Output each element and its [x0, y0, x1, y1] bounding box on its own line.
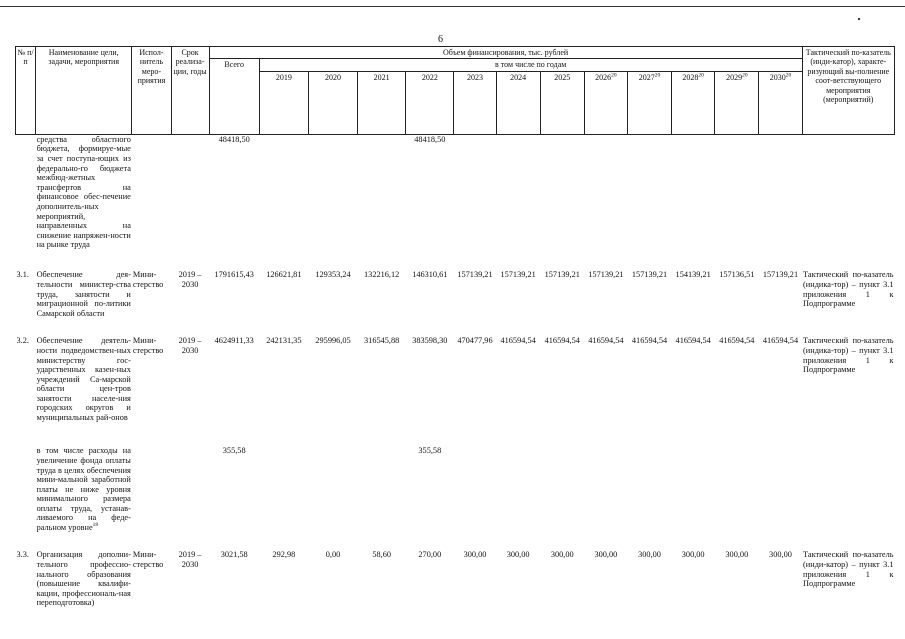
header-year-2019: 2019	[259, 71, 308, 134]
row-value-2026: 300,00	[594, 550, 618, 560]
header-year-2028: 2028$^{20}$	[672, 71, 715, 134]
table-row	[16, 446, 895, 550]
row-period: 2019 – 2030	[178, 336, 202, 355]
footnote-marker: 20	[654, 72, 661, 79]
row-period: 2019 – 2030	[178, 270, 202, 289]
row-value-2023: 300,00	[463, 550, 487, 560]
row-total: 4624911,33	[214, 336, 254, 346]
table-row	[16, 270, 895, 336]
row-value-2030: 300,00	[769, 550, 792, 560]
row-value-2022: 355,58	[418, 446, 442, 456]
footnote-marker: 20	[785, 72, 792, 79]
header-year-2024: 2024	[496, 71, 540, 134]
row-value-2023	[454, 134, 496, 270]
row-period	[171, 134, 209, 270]
header-period: Срок реализа-ции, годы	[171, 47, 209, 135]
row-executor: Мини-стерство	[132, 336, 164, 355]
row-value-2020: 0,00	[325, 550, 341, 560]
row-value-2024	[496, 446, 540, 550]
footnote-marker: 20	[698, 72, 704, 79]
row-value-2021: 58,60	[372, 550, 391, 560]
row-value-2020	[308, 446, 357, 550]
row-value-2020: 129353,24	[315, 270, 351, 280]
row-indicator	[802, 134, 894, 270]
financing-table	[15, 46, 895, 620]
row-value-2024	[496, 134, 540, 270]
row-number	[16, 134, 36, 270]
row-indicator: Тактический по-казатель (индика-тор) – пункт 3.1 приложения 1 к Подпрограмме	[803, 336, 894, 375]
header-indicator: Тактический по-казатель (инди-катор), характе-ризующий вы-полнение соот-ветствующего мероприятия (мероприятий)	[802, 47, 894, 135]
row-value-2027: 416594,54	[631, 336, 668, 346]
row-value-2021	[358, 446, 406, 550]
row-value-2025	[540, 446, 584, 550]
table-row	[16, 550, 895, 620]
header-no: № п/п	[16, 47, 36, 135]
row-value-2024: 157139,21	[500, 270, 536, 280]
page-number: 6	[438, 34, 443, 45]
row-period	[171, 446, 209, 550]
row-value-2022: 146310,61	[412, 270, 448, 280]
row-value-2026: 416594,54	[588, 336, 624, 346]
row-value-2028: 300,00	[681, 550, 705, 560]
header-year-2020: 2020	[308, 71, 357, 134]
row-value-2030	[759, 134, 802, 270]
row-value-2021: 132216,12	[364, 270, 400, 280]
row-value-2022: 383598,30	[412, 336, 448, 346]
row-total: 355,58	[222, 446, 246, 456]
row-value-2025: 416594,54	[544, 336, 580, 346]
footnote-marker: 20	[611, 72, 617, 79]
header-year-2021: 2021	[358, 71, 406, 134]
row-value-2027: 300,00	[638, 550, 661, 560]
row-value-2019	[259, 446, 308, 550]
row-value-2026	[584, 446, 627, 550]
row-name: средства областного бюджета, формируе-мые за счет поступа-ющих из федерально-го бюджета межбюд-жетных трансфертов на финансовое обес-печение дополнитель-ных мероприятий, направленных на снижение напряжен-ности на рынке труда	[36, 134, 131, 250]
header-volume: Объем финансирования, тыс. рублей	[209, 47, 802, 59]
row-total: 48418,50	[218, 134, 250, 144]
row-indicator: Тактический по-казатель (индика-тор) – пункт 3.1 приложения 1 к Подпрограмме	[803, 270, 894, 309]
row-value-2025: 157139,21	[544, 270, 580, 280]
header-year-2022: 2022	[406, 71, 454, 134]
header-year-2027: 2027$^{20}$	[627, 71, 671, 134]
header-year-2025: 2025	[540, 71, 584, 134]
row-value-2030: 416594,54	[762, 336, 799, 346]
table-row	[16, 134, 895, 270]
row-value-2026	[584, 134, 627, 270]
row-period: 2019 – 2030	[178, 550, 202, 569]
row-value-2028	[672, 134, 715, 270]
row-value-2029: 157136,51	[719, 270, 755, 280]
page-top-rule	[0, 6, 905, 7]
row-executor: Мини-стерство	[132, 550, 164, 569]
row-value-2028	[672, 446, 715, 550]
row-number: 3.3.	[16, 550, 29, 560]
row-indicator: Тактический по-казатель (инди-катор) – пункт 3.1 приложения 1 к Подпрограмме	[803, 550, 894, 589]
table-body	[16, 134, 895, 620]
header-year-2030: 2030$^{20}$	[759, 71, 802, 134]
row-value-2019: 292,98	[272, 550, 296, 560]
row-value-2029: 300,00	[725, 550, 749, 560]
table-row	[16, 336, 895, 446]
row-name: в том числе расходы на увеличение фонда оплаты труда в целях обеспечения мини-мальной заработной платы не ниже уровня минимального размера оплаты труда, устанав-ливаемого на феде-ральном уровне$^{18}$	[36, 446, 131, 533]
row-value-2024: 416594,54	[500, 336, 536, 346]
row-value-2029: 416594,54	[719, 336, 755, 346]
row-value-2027	[627, 134, 671, 270]
row-number: 3.1.	[16, 270, 29, 280]
footnote-marker: 18	[92, 522, 99, 529]
header-by-years: в том числе по годам	[259, 59, 802, 71]
row-value-2022: 48418,50	[414, 134, 446, 144]
row-total: 1791615,43	[214, 270, 254, 280]
row-name: Организация дополни-тельного профессио-нального образования (повышение квалифи-кации, профессиональ-ная переподготовка)	[36, 550, 131, 608]
row-value-2023	[454, 446, 496, 550]
row-value-2028: 416594,54	[675, 336, 711, 346]
row-value-2021	[358, 134, 406, 270]
row-total: 3021,58	[220, 550, 248, 560]
row-value-2027	[627, 446, 671, 550]
row-value-2021: 316545,88	[364, 336, 400, 346]
row-value-2030: 157139,21	[762, 270, 799, 280]
row-value-2030	[759, 446, 802, 550]
row-indicator	[802, 446, 894, 550]
header-total: Всего	[209, 59, 259, 134]
row-value-2023: 470477,96	[457, 336, 493, 346]
row-value-2024: 300,00	[506, 550, 530, 560]
row-executor	[132, 446, 171, 550]
footnote-marker: 20	[742, 72, 748, 79]
header-year-2026: 2026$^{20}$	[584, 71, 627, 134]
row-value-2022: 270,00	[418, 550, 442, 560]
header-year-2023: 2023	[454, 71, 496, 134]
row-value-2029	[715, 446, 759, 550]
row-value-2028: 154139,21	[675, 270, 711, 280]
row-value-2019: 242131,35	[266, 336, 302, 346]
row-value-2025: 300,00	[550, 550, 574, 560]
row-value-2029	[715, 134, 759, 270]
scan-speck	[858, 18, 860, 20]
row-value-2027: 157139,21	[631, 270, 668, 280]
row-value-2025	[540, 134, 584, 270]
row-value-2026: 157139,21	[588, 270, 624, 280]
row-value-2019: 126621,81	[266, 270, 302, 280]
row-name: Обеспечение дея-тельности министер-ства труда, занятости и миграционной по-литики Самарской области	[36, 270, 131, 318]
row-executor	[132, 134, 171, 270]
header-year-2029: 2029$^{20}$	[715, 71, 759, 134]
row-value-2020	[308, 134, 357, 270]
row-number	[16, 446, 36, 550]
header-executor: Испол-нитель меро-приятия	[132, 47, 171, 135]
row-executor: Мини-стерство	[132, 270, 164, 289]
row-value-2020: 295996,05	[315, 336, 351, 346]
row-value-2019	[259, 134, 308, 270]
header-name: Наименование цели, задачи, мероприятия	[36, 47, 132, 135]
row-name: Обеспечение деятель-ности подведомствен-ных министерству гос-ударственных казен-ных учреждений Са-марской области цен-тров занятости населе-ния городских округов и муниципальных рай-онов	[36, 336, 131, 423]
row-number: 3.2.	[16, 336, 29, 346]
row-value-2023: 157139,21	[457, 270, 493, 280]
